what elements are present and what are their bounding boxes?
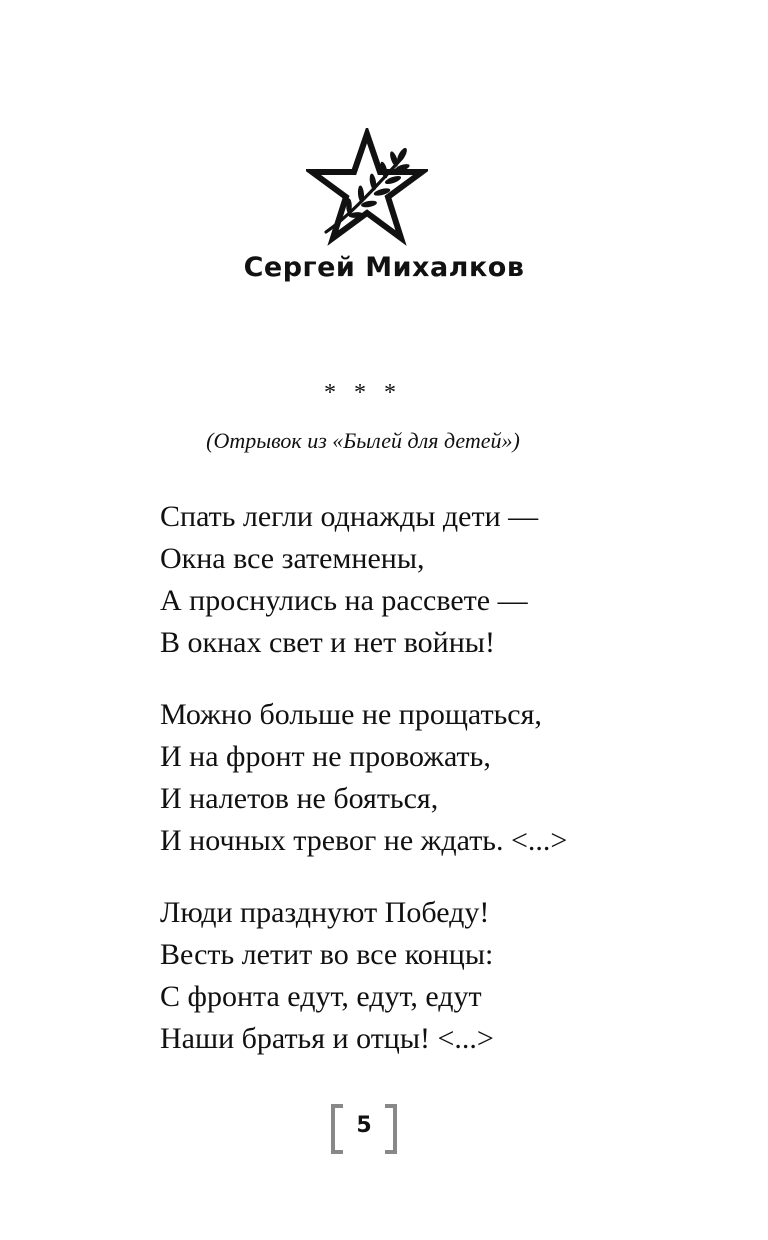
poem-line: И на фронт не провожать, xyxy=(160,740,491,773)
page-number xyxy=(331,1104,397,1156)
poem-line: А проснулись на рассвете — xyxy=(160,584,528,617)
poem-line: Наши братья и отцы! <...> xyxy=(160,1022,494,1055)
author-name: Сергей Михалков xyxy=(243,252,525,283)
poem-line: Можно больше не прощаться, xyxy=(160,698,542,731)
poem-line: В окнах свет и нет войны! xyxy=(160,626,495,659)
poem xyxy=(160,496,567,1090)
poem-line: И ночных тревог не ждать. <...> xyxy=(160,824,568,857)
poem-line: Спать легли однажды дети — xyxy=(160,500,539,533)
right-bracket-icon xyxy=(385,1104,397,1154)
stanza xyxy=(160,694,567,862)
star-with-laurel-branch-icon xyxy=(306,128,428,246)
stanza xyxy=(160,892,567,1060)
page-number-text: 5 xyxy=(356,1113,372,1138)
poem-line: Окна все затемнены, xyxy=(160,542,425,575)
section-separator: * * * xyxy=(324,380,402,406)
poem-line: С фронта едут, едут, едут xyxy=(160,980,482,1013)
poem-line: Весть летит во все концы: xyxy=(160,938,494,971)
epigraph: (Отрывок из «Былей для детей») xyxy=(206,428,520,453)
stanza xyxy=(160,496,567,664)
poem-line: Люди празднуют Победу! xyxy=(160,896,490,929)
poem-line: И налетов не бояться, xyxy=(160,782,439,815)
